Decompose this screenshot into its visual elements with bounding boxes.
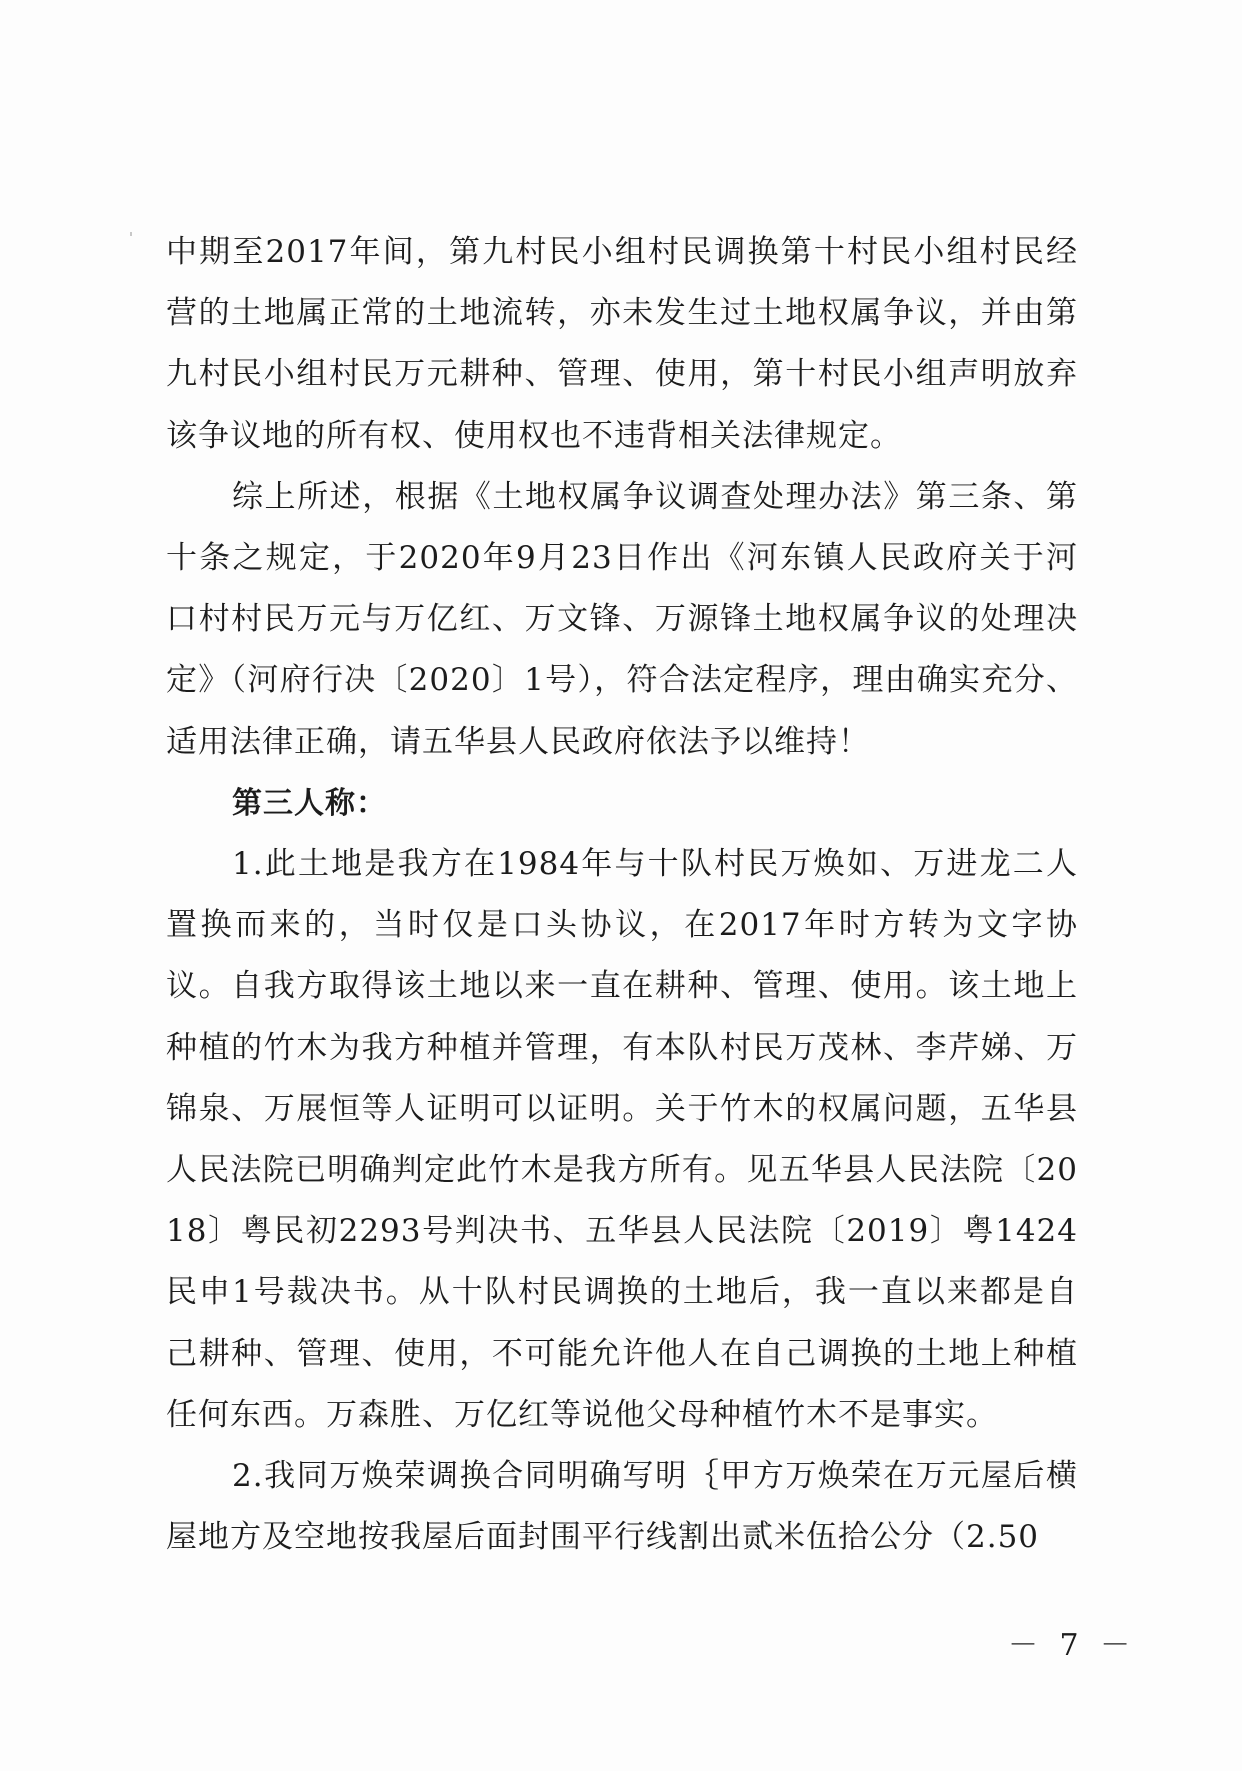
document-body (166, 222, 1078, 1568)
continued-paragraph: 中期至2017年间，第九村民小组村民调换第十村民小组村民经营的土地属正常的土地流转，亦未发生过土地权属争议，并由第九村民小组村民万元耕种、管理、使用，第十村民小组声明放弃该争议地的所有权、使用权也不违背相关法律规定。 (166, 234, 1078, 454)
section-heading: 第三人称： (232, 785, 387, 821)
conclusion-paragraph: 综上所述，根据《土地权属争议调查处理办法》第三条、第十条之规定，于2020年9月23日作出《河东镇人民政府关于河口村村民万元与万亿红、万文锋、万源锋土地权属争议的处理决定》（河府行决〔2020〕1号），符合法定程序，理由确实充分、适用法律正确，请五华县人民政府依法予以维持！ (166, 478, 1078, 760)
page-number: － 7 － (1008, 1628, 1137, 1663)
list-item: 1.此土地是我方在1984年与十队村民万焕如、万进龙二人置换而来的，当时仅是口头协议，在2017年时方转为文字协议。自我方取得该土地以来一直在耕种、管理、使用。该土地上种植的竹木为我方种植并管理，有本队村民万茂林、李芹娣、万锦泉、万展恒等人证明可以证明。关于竹木的权属问题，五华县人民法院已明确判定此竹木是我方所有。见五华县人民法院〔2018〕粤民初2293号判决书、五华县人民法院〔2019〕粤1424民申1号裁决书。从十队村民调换的土地后，我一直以来都是自己耕种、管理、使用，不可能允许他人在自己调换的土地上种植任何东西。万森胜、万亿红等说他父母种植竹木不是事实。 (166, 846, 1078, 1433)
scan-artifact (130, 232, 132, 236)
list-item: 2.我同万焕荣调换合同明确写明｛甲方万焕荣在万元屋后横屋地方及空地按我屋后面封围平行线割出贰米伍拾公分（2.50 (166, 1458, 1078, 1556)
